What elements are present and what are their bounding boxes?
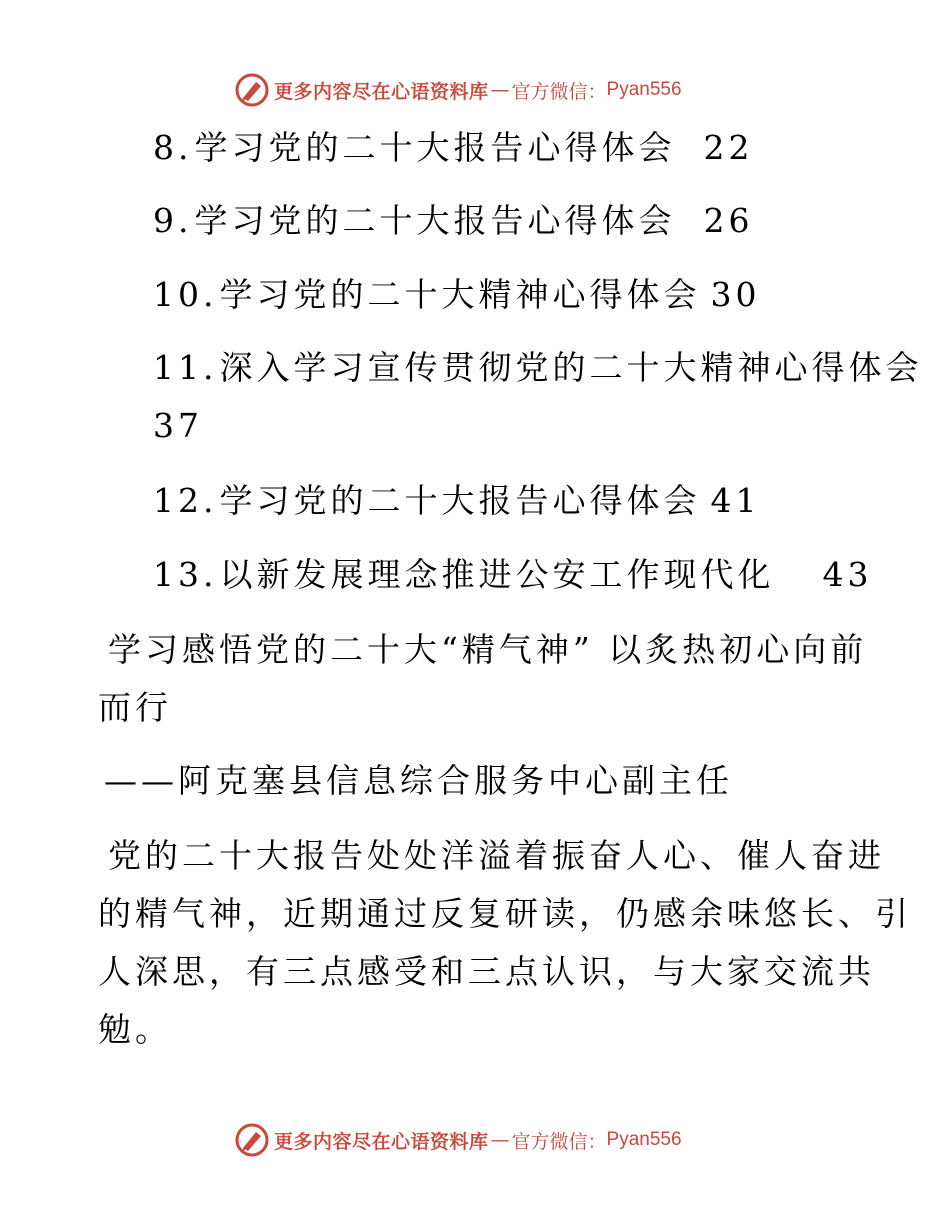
article-author: ——阿克塞县信息综合服务中心副主任 xyxy=(104,761,733,800)
toc-entry xyxy=(153,275,760,315)
toc-entry xyxy=(153,128,754,168)
toc-title: 学习党的二十大报告心得体会 xyxy=(194,128,676,167)
banner-label: 官方微信： xyxy=(511,80,607,103)
toc-number: 13. xyxy=(153,555,218,594)
toc-number: 10. xyxy=(153,275,218,314)
banner-brand: 更多内容尽在心语资料库 xyxy=(274,1130,489,1153)
toc-entry-continued xyxy=(153,406,203,446)
toc-page: 22 xyxy=(703,128,754,167)
toc-title: 以新发展理念推进公安工作现代化 xyxy=(219,555,775,594)
toc-page: 43 xyxy=(822,555,873,594)
banner-brand: 更多内容尽在心语资料库 xyxy=(274,80,489,103)
body-line: 勉。 xyxy=(98,1010,172,1049)
toc-number: 8. xyxy=(153,128,193,167)
article-title-line: 而行 xyxy=(98,688,172,727)
body-line: 人深思，有三点感受和三点认识，与大家交流共 xyxy=(98,952,875,991)
banner-dash: — xyxy=(490,1129,510,1151)
toc-entry xyxy=(153,201,754,241)
toc-entry xyxy=(153,555,872,595)
toc-page: 41 xyxy=(710,481,761,520)
banner-wechat-id: Pyan556 xyxy=(606,1129,682,1150)
toc-page: 37 xyxy=(153,406,203,445)
toc-entry xyxy=(153,348,922,388)
body-line: 的精气神，近期通过反复研读，仍感余味悠长、引 xyxy=(98,894,912,933)
toc-page: 26 xyxy=(703,201,754,240)
pen-logo-icon xyxy=(234,72,270,108)
footer-banner xyxy=(234,1120,682,1160)
banner-wechat-id: Pyan556 xyxy=(606,79,682,100)
toc-title: 学习党的二十大报告心得体会 xyxy=(194,201,676,240)
body-line: 党的二十大报告处处洋溢着振奋人心、催人奋进 xyxy=(108,836,885,875)
toc-number: 11. xyxy=(153,348,218,387)
header-banner xyxy=(234,70,682,110)
banner-dash: — xyxy=(490,79,510,101)
toc-entry xyxy=(153,481,760,521)
toc-title: 深入学习宣传贯彻党的二十大精神心得体会 xyxy=(219,348,923,387)
toc-number: 9. xyxy=(153,201,193,240)
toc-title: 学习党的二十大精神心得体会 xyxy=(219,275,701,314)
pen-logo-icon xyxy=(234,1122,270,1158)
toc-page: 30 xyxy=(710,275,761,314)
article-title-line: 学习感悟党的二十大“精气神” 以炙热初心向前 xyxy=(108,630,868,669)
banner-label: 官方微信： xyxy=(511,1130,607,1153)
toc-number: 12. xyxy=(153,481,218,520)
toc-title: 学习党的二十大报告心得体会 xyxy=(219,481,701,520)
